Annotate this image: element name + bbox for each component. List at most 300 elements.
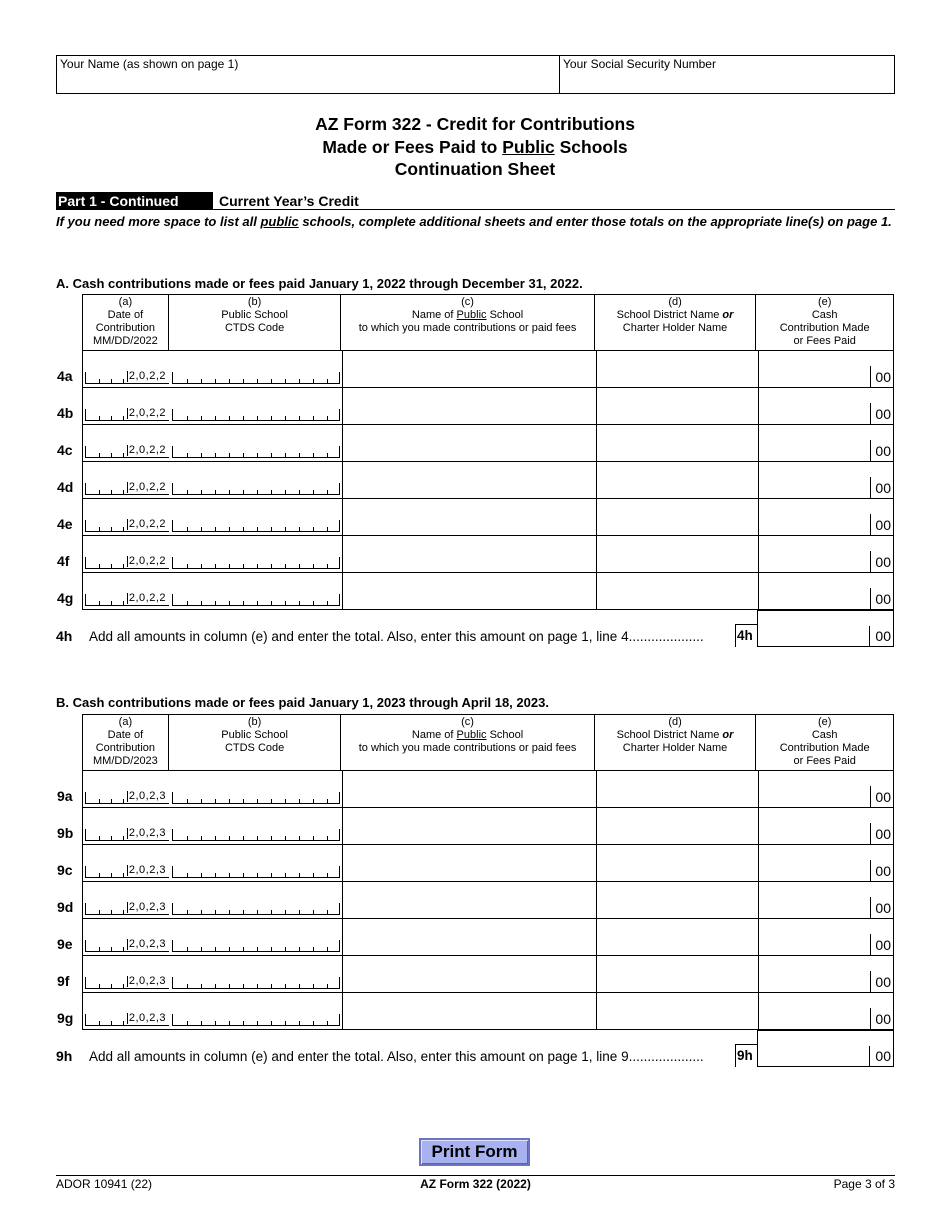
- column-header-row: [82, 294, 894, 351]
- comb-tick: [111, 601, 112, 605]
- col-a-header-text: Date of: [107, 729, 144, 741]
- total-row: [56, 610, 894, 647]
- comb-tick: [271, 873, 272, 877]
- comb-tick: [201, 873, 202, 877]
- comb-tick: [111, 527, 112, 531]
- col-c-header-text: Name of: [411, 309, 457, 321]
- col-c-header: [341, 715, 594, 770]
- col-d-header-text: (d): [668, 296, 682, 308]
- col-e-header-text: or Fees Paid: [793, 335, 856, 347]
- total-amount-input[interactable]: [757, 1030, 894, 1067]
- total-instruction: Add all amounts in column (e) and enter the total. Also, enter this amount on page 1, line 4....................: [89, 629, 704, 644]
- col-d-header-text: School District Name: [616, 729, 723, 741]
- instr-post: schools, complete additional sheets and enter those totals on the appropriate line(s) on page 1.: [298, 214, 892, 229]
- col-d-header: [595, 715, 757, 770]
- comb-tick: [313, 564, 314, 568]
- school-name-input[interactable]: [343, 351, 596, 387]
- district-name-input[interactable]: [597, 808, 758, 844]
- comb-tick: [285, 379, 286, 383]
- col-a-header-line: [83, 755, 168, 768]
- col-c-header-line: [341, 729, 593, 742]
- comb-tick: [243, 799, 244, 803]
- comb-tick: [215, 564, 216, 568]
- date-input[interactable]: [85, 903, 169, 915]
- school-name-input[interactable]: [343, 771, 596, 807]
- cents-label: 00: [875, 900, 891, 916]
- year-prefill: 2,0,2,2: [128, 370, 166, 382]
- comb-tick: [215, 984, 216, 988]
- comb-tick: [257, 416, 258, 420]
- line-label: 9e: [57, 936, 73, 952]
- col-c-header-text: School: [486, 309, 524, 321]
- comb-tick: [243, 601, 244, 605]
- amount-input[interactable]: [759, 573, 870, 609]
- district-name-input[interactable]: [597, 388, 758, 424]
- cents-divider: [870, 440, 871, 461]
- col-c-header-text: to which you made contributions or paid fees: [358, 742, 577, 754]
- comb-tick: [271, 984, 272, 988]
- comb-tick: [299, 873, 300, 877]
- comb-tick: [257, 799, 258, 803]
- section-a-title: A. Cash contributions made or fees paid January 1, 2022 through December 31, 2022.: [56, 276, 583, 291]
- comb-tick: [313, 490, 314, 494]
- comb-tick: [201, 527, 202, 531]
- district-name-input[interactable]: [597, 919, 758, 955]
- comb-tick: [229, 601, 230, 605]
- comb-tick: [187, 416, 188, 420]
- comb-tick: [229, 490, 230, 494]
- comb-tick: [271, 490, 272, 494]
- comb-tick: [285, 490, 286, 494]
- comb-tick: [257, 527, 258, 531]
- cents-divider: [870, 786, 871, 807]
- comb-tick: [111, 984, 112, 988]
- total-instruction: Add all amounts in column (e) and enter the total. Also, enter this amount on page 1, line 9....................: [89, 1049, 704, 1064]
- date-input[interactable]: [85, 940, 169, 952]
- cents-label: 00: [875, 480, 891, 496]
- year-prefill: 2,0,2,3: [128, 1012, 166, 1024]
- cents-divider: [870, 477, 871, 498]
- line-label: 4f: [57, 553, 70, 569]
- col-b-header-line: [169, 309, 341, 322]
- comb-tick: [243, 527, 244, 531]
- col-e-header-line: [756, 729, 893, 742]
- cents-divider: [870, 1008, 871, 1029]
- year-prefill: 2,0,2,3: [128, 975, 166, 987]
- col-e-header: [756, 295, 893, 350]
- comb-tick: [99, 947, 100, 951]
- comb-tick: [243, 836, 244, 840]
- comb-tick: [271, 947, 272, 951]
- comb-tick: [313, 984, 314, 988]
- line-label: 9g: [57, 1010, 74, 1026]
- amount-input[interactable]: [759, 771, 870, 807]
- cents-divider: [869, 626, 870, 646]
- comb-tick: [285, 527, 286, 531]
- district-name-input[interactable]: [597, 536, 758, 572]
- ctds-code-input[interactable]: [172, 866, 340, 878]
- total-line-label: 4h: [56, 628, 73, 644]
- date-input[interactable]: [85, 372, 169, 384]
- col-c-header-line: [341, 716, 593, 729]
- comb-tick: [201, 564, 202, 568]
- comb-tick: [299, 947, 300, 951]
- comb-tick: [271, 564, 272, 568]
- comb-tick: [187, 453, 188, 457]
- comb-tick: [271, 836, 272, 840]
- comb-tick: [299, 416, 300, 420]
- comb-tick: [243, 1021, 244, 1025]
- line-label: 4b: [57, 405, 74, 421]
- ctds-code-input[interactable]: [172, 409, 340, 421]
- school-name-input[interactable]: [343, 993, 596, 1029]
- comb-tick: [299, 1021, 300, 1025]
- cents-divider: [870, 403, 871, 424]
- amount-input[interactable]: [759, 425, 870, 461]
- comb-tick: [111, 416, 112, 420]
- school-name-input[interactable]: [343, 499, 596, 535]
- amount-input[interactable]: [759, 956, 870, 992]
- taxpayer-header: [56, 55, 895, 94]
- comb-tick: [111, 799, 112, 803]
- comb-tick: [243, 379, 244, 383]
- amount-input[interactable]: [759, 499, 870, 535]
- amount-input[interactable]: [759, 919, 870, 955]
- ssn-field[interactable]: [560, 56, 894, 93]
- comb-tick: [201, 453, 202, 457]
- comb-tick: [215, 453, 216, 457]
- col-b-header-line: [169, 716, 341, 729]
- comb-tick: [285, 453, 286, 457]
- comb-tick: [215, 836, 216, 840]
- school-name-input[interactable]: [343, 388, 596, 424]
- comb-tick: [327, 836, 328, 840]
- comb-tick: [99, 984, 100, 988]
- cents-label: 00: [875, 826, 891, 842]
- comb-tick: [215, 1021, 216, 1025]
- line-label: 9f: [57, 973, 70, 989]
- comb-tick: [99, 601, 100, 605]
- amount-input[interactable]: [759, 388, 870, 424]
- date-input[interactable]: [85, 829, 169, 841]
- col-e-header-line: [756, 296, 893, 309]
- school-name-input[interactable]: [343, 536, 596, 572]
- comb-tick: [313, 453, 314, 457]
- line-row: [57, 771, 894, 808]
- line-row: [57, 351, 894, 388]
- amount-input[interactable]: [759, 845, 870, 881]
- line-label: 9d: [57, 899, 74, 915]
- ctds-code-input[interactable]: [172, 940, 340, 952]
- cents-label: 00: [875, 443, 891, 459]
- comb-tick: [123, 490, 124, 494]
- name-label: Your Name (as shown on page 1): [60, 57, 239, 71]
- ctds-code-input[interactable]: [172, 1014, 340, 1026]
- school-name-input[interactable]: [343, 956, 596, 992]
- col-a-header-text: (a): [118, 296, 133, 308]
- year-prefill: 2,0,2,2: [128, 592, 166, 604]
- district-name-input[interactable]: [597, 882, 758, 918]
- line-row: [57, 808, 894, 845]
- date-input[interactable]: [85, 792, 169, 804]
- ctds-code-input[interactable]: [172, 446, 340, 458]
- comb-tick: [285, 564, 286, 568]
- col-c-header-line: [341, 296, 593, 309]
- date-input[interactable]: [85, 1014, 169, 1026]
- ctds-code-input[interactable]: [172, 557, 340, 569]
- ctds-code-input[interactable]: [172, 372, 340, 384]
- col-e-header-line: [756, 322, 893, 335]
- col-b-header-line: [169, 729, 341, 742]
- section-b-title: B. Cash contributions made or fees paid January 1, 2023 through April 18, 2023.: [56, 695, 549, 710]
- school-name-input[interactable]: [343, 573, 596, 609]
- print-form-button[interactable]: Print Form: [419, 1138, 530, 1166]
- comb-tick: [111, 1021, 112, 1025]
- cents-label: 00: [875, 406, 891, 422]
- cents-divider: [870, 514, 871, 535]
- comb-tick: [257, 1021, 258, 1025]
- comb-tick: [111, 564, 112, 568]
- comb-tick: [327, 910, 328, 914]
- col-b-header-text: CTDS Code: [224, 742, 285, 754]
- comb-tick: [271, 799, 272, 803]
- date-input[interactable]: [85, 977, 169, 989]
- cents-divider: [870, 823, 871, 844]
- total-amount-input[interactable]: [757, 610, 894, 647]
- comb-tick: [229, 1021, 230, 1025]
- comb-tick: [229, 527, 230, 531]
- school-name-input[interactable]: [343, 462, 596, 498]
- col-e-header: [756, 715, 893, 770]
- comb-tick: [215, 799, 216, 803]
- cents-label: 00: [875, 863, 891, 879]
- district-name-input[interactable]: [597, 845, 758, 881]
- amount-input[interactable]: [759, 993, 870, 1029]
- comb-tick: [257, 379, 258, 383]
- comb-tick: [123, 799, 124, 803]
- comb-tick: [123, 947, 124, 951]
- part-header: [56, 192, 895, 210]
- comb-tick: [99, 910, 100, 914]
- date-input[interactable]: [85, 446, 169, 458]
- col-c-header-text: (c): [461, 716, 474, 728]
- school-name-input[interactable]: [343, 808, 596, 844]
- ctds-code-input[interactable]: [172, 903, 340, 915]
- amount-input[interactable]: [759, 462, 870, 498]
- cents-divider: [870, 588, 871, 609]
- comb-tick: [215, 490, 216, 494]
- part-label: Part 1 - Continued: [56, 192, 213, 210]
- cents-divider: [870, 971, 871, 992]
- comb-tick: [123, 379, 124, 383]
- amount-input[interactable]: [759, 882, 870, 918]
- col-e-header-text: Cash: [811, 309, 838, 321]
- comb-tick: [327, 379, 328, 383]
- cents-divider: [870, 860, 871, 881]
- year-prefill: 2,0,2,3: [128, 827, 166, 839]
- line-row: [57, 536, 894, 573]
- cents-label: 00: [875, 554, 891, 570]
- ctds-code-input[interactable]: [172, 594, 340, 606]
- col-a-header: [83, 715, 169, 770]
- date-input[interactable]: [85, 594, 169, 606]
- comb-tick: [285, 799, 286, 803]
- district-name-input[interactable]: [597, 462, 758, 498]
- amount-input[interactable]: [759, 808, 870, 844]
- line-label: 9c: [57, 862, 73, 878]
- year-prefill: 2,0,2,3: [128, 938, 166, 950]
- district-name-input[interactable]: [597, 425, 758, 461]
- col-d-header-text: or: [722, 309, 734, 321]
- col-e-header-text: or Fees Paid: [793, 755, 856, 767]
- instructions: [56, 213, 896, 230]
- cents-label: 00: [875, 628, 891, 644]
- comb-tick: [257, 836, 258, 840]
- col-e-header-line: [756, 716, 893, 729]
- comb-tick: [187, 836, 188, 840]
- comb-tick: [99, 564, 100, 568]
- col-c-header: [341, 295, 594, 350]
- comb-tick: [313, 910, 314, 914]
- col-c-header-text: Public: [456, 309, 487, 321]
- comb-tick: [99, 799, 100, 803]
- ctds-code-input[interactable]: [172, 792, 340, 804]
- comb-tick: [313, 836, 314, 840]
- comb-tick: [299, 527, 300, 531]
- comb-tick: [257, 984, 258, 988]
- col-a-header-line: [83, 335, 168, 348]
- col-e-header-line: [756, 742, 893, 755]
- line-row: [57, 882, 894, 919]
- amount-input[interactable]: [759, 536, 870, 572]
- page-footer: [56, 1175, 895, 1191]
- ctds-code-input[interactable]: [172, 977, 340, 989]
- cents-label: 00: [875, 789, 891, 805]
- footer-page-number: Page 3 of 3: [833, 1177, 895, 1191]
- ctds-code-input[interactable]: [172, 520, 340, 532]
- instr-underlined: public: [260, 214, 299, 229]
- comb-tick: [313, 1021, 314, 1025]
- col-d-header-line: [595, 322, 756, 335]
- district-name-input[interactable]: [597, 771, 758, 807]
- comb-tick: [201, 1021, 202, 1025]
- comb-tick: [243, 416, 244, 420]
- district-name-input[interactable]: [597, 993, 758, 1029]
- date-input[interactable]: [85, 409, 169, 421]
- comb-tick: [187, 984, 188, 988]
- year-prefill: 2,0,2,2: [128, 444, 166, 456]
- col-c-header-text: Public: [456, 729, 487, 741]
- col-b-header-text: Public School: [221, 729, 288, 741]
- comb-tick: [229, 873, 230, 877]
- line-row: [57, 956, 894, 993]
- year-prefill: 2,0,2,3: [128, 864, 166, 876]
- ctds-code-input[interactable]: [172, 829, 340, 841]
- line-label: 4c: [57, 442, 73, 458]
- col-a-header-line: [83, 322, 168, 335]
- comb-tick: [299, 799, 300, 803]
- comb-tick: [99, 873, 100, 877]
- district-name-input[interactable]: [597, 956, 758, 992]
- comb-tick: [201, 601, 202, 605]
- comb-tick: [187, 910, 188, 914]
- line-row: [57, 388, 894, 425]
- title-line-1: AZ Form 322 - Credit for Contributions: [315, 114, 635, 134]
- comb-tick: [285, 910, 286, 914]
- cents-divider: [870, 551, 871, 572]
- district-name-input[interactable]: [597, 499, 758, 535]
- comb-tick: [285, 1021, 286, 1025]
- cents-label: 00: [875, 369, 891, 385]
- total-box-label: 9h: [735, 1044, 757, 1067]
- district-name-input[interactable]: [597, 573, 758, 609]
- comb-tick: [271, 910, 272, 914]
- col-e-header-line: [756, 335, 893, 348]
- col-e-header-line: [756, 309, 893, 322]
- comb-tick: [313, 416, 314, 420]
- comb-tick: [271, 1021, 272, 1025]
- cents-divider: [870, 934, 871, 955]
- comb-tick: [285, 947, 286, 951]
- amount-input[interactable]: [759, 351, 870, 387]
- comb-tick: [123, 601, 124, 605]
- col-b-header-line: [169, 322, 341, 335]
- comb-tick: [327, 490, 328, 494]
- comb-tick: [313, 527, 314, 531]
- line-label: 4d: [57, 479, 74, 495]
- comb-tick: [187, 564, 188, 568]
- school-name-input[interactable]: [343, 882, 596, 918]
- date-input[interactable]: [85, 866, 169, 878]
- comb-tick: [271, 379, 272, 383]
- col-b-header: [169, 715, 342, 770]
- col-d-header-text: Charter Holder Name: [622, 322, 728, 334]
- comb-tick: [285, 836, 286, 840]
- district-name-input[interactable]: [597, 351, 758, 387]
- comb-tick: [201, 416, 202, 420]
- comb-tick: [299, 379, 300, 383]
- comb-tick: [201, 379, 202, 383]
- col-c-header-line: [341, 309, 593, 322]
- comb-tick: [111, 490, 112, 494]
- name-field[interactable]: [57, 56, 560, 93]
- school-name-input[interactable]: [343, 425, 596, 461]
- title-line-2-underlined: Public: [502, 136, 555, 157]
- col-d-header-text: Charter Holder Name: [622, 742, 728, 754]
- date-input[interactable]: [85, 483, 169, 495]
- ctds-code-input[interactable]: [172, 483, 340, 495]
- school-name-input[interactable]: [343, 919, 596, 955]
- date-input[interactable]: [85, 557, 169, 569]
- col-d-header-line: [595, 729, 756, 742]
- comb-tick: [327, 984, 328, 988]
- comb-tick: [99, 416, 100, 420]
- col-a-header-line: [83, 716, 168, 729]
- col-d-header-line: [595, 716, 756, 729]
- line-row: [57, 425, 894, 462]
- comb-tick: [229, 379, 230, 383]
- year-prefill: 2,0,2,3: [128, 790, 166, 802]
- comb-tick: [257, 564, 258, 568]
- col-a-header-line: [83, 742, 168, 755]
- date-input[interactable]: [85, 520, 169, 532]
- line-row: [57, 573, 894, 610]
- comb-tick: [299, 453, 300, 457]
- school-name-input[interactable]: [343, 845, 596, 881]
- line-label: 4g: [57, 590, 74, 606]
- year-prefill: 2,0,2,2: [128, 555, 166, 567]
- comb-tick: [257, 873, 258, 877]
